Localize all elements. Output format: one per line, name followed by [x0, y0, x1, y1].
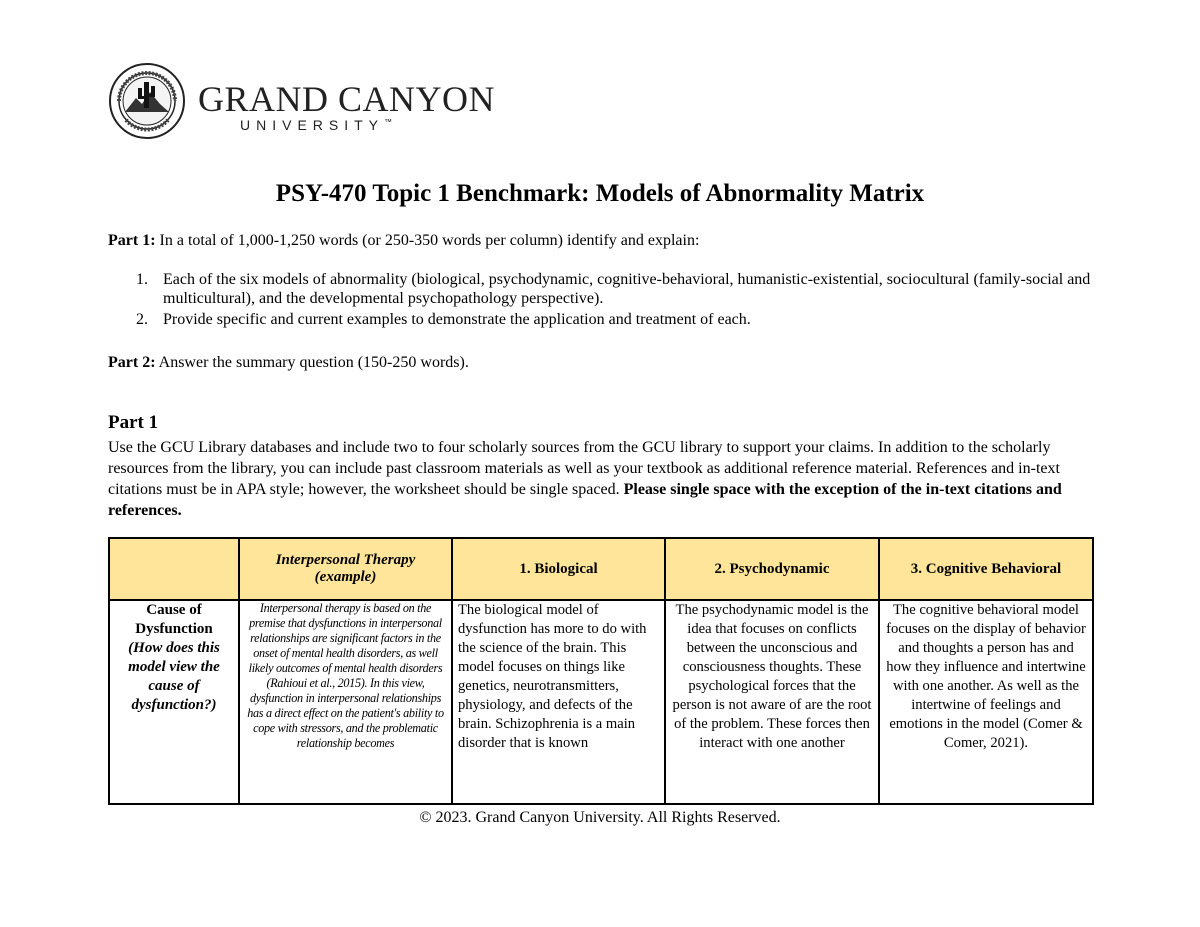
table-row: [109, 600, 1093, 804]
logo-subtitle: UNIVERSITY™: [240, 117, 393, 133]
header-blank: [109, 538, 239, 600]
table-header-row: [109, 538, 1093, 600]
instructions-bold: Please single space with the exception of the in-text citations and references.: [108, 481, 1062, 519]
cell-psychodynamic[interactable]: The psychodynamic model is the idea that focuses on conflicts between the unconscious and consciousness thoughts. These psychological forces that the person is not aware of are the root of the problem. These forces then interact with one another: [665, 600, 879, 804]
header-biological: 1. Biological: [452, 538, 665, 600]
cell-cognitive-behavioral[interactable]: The cognitive behavioral model focuses on the display of behavior and thoughts a person has and how they influence and intertwine with one another. As well as the intertwine of feelings and emotions in the model (Comer & Comer, 2021).: [879, 600, 1093, 804]
part2-intro: [108, 353, 1093, 372]
list-item: 2. Provide specific and current examples to demonstrate the application and treatment of each.: [136, 311, 751, 328]
part1-text: In a total of 1,000-1,250 words (or 250-350 words per column) identify and explain:: [155, 232, 700, 249]
copyright-footer: © 2023. Grand Canyon University. All Rights Reserved.: [419, 809, 781, 826]
cell-biological[interactable]: The biological model of dysfunction has more to do with the science of the brain. This model focuses on things like genetics, neurotransmitters, physiology, and defects of the brain. Schizophrenia is a main disorder that is known: [452, 600, 665, 804]
cell-example[interactable]: Interpersonal therapy is based on the premise that dysfunctions in interpersonal relationships are significant factors in the onset of mental health disorders, as well likely outcomes of mental health disorders (Rahioui et al., 2015). In this view, dysfunction in interpersonal relationships has a direct effect on the patient's ability to cope with stressors, and the problematic relationship becomes: [239, 600, 452, 804]
gcu-logo: [108, 62, 496, 142]
university-seal-icon: [108, 62, 186, 140]
part1-label: Part 1:: [108, 232, 156, 249]
row-question: (How does this model view the cause of dysfunction?): [128, 640, 220, 713]
header-psychodynamic: 2. Psychodynamic: [665, 538, 879, 600]
part1-intro: [108, 231, 1093, 250]
logo-name: GRAND CANYON: [198, 79, 496, 119]
list-item: 1. Each of the six models of abnormality (biological, psychodynamic, cognitive-behavioral, humanistic-existential, sociocultural (family-social and multicultural), and the developmental psychopathology perspective).: [136, 271, 1091, 307]
instructions: Use the GCU Library databases and include two to four scholarly sources from the GCU library to support your claims. In addition to the scholarly resources from the library, you can include past classroom materials as well as your textbook as additional reference material. References and in-text citations must be in APA style; however, the worksheet should be single spaced. Please single space with the exception of the in-text citations and references.: [108, 439, 1062, 519]
header-example: Interpersonal Therapy (example): [239, 538, 452, 600]
row-label-cell: [109, 600, 239, 804]
page-title: PSY-470 Topic 1 Benchmark: Models of Abnormality Matrix: [275, 180, 925, 207]
header-cognitive-behavioral: 3. Cognitive Behavioral: [879, 538, 1093, 600]
section-heading: Part 1: [108, 412, 159, 433]
part2-label: Part 2:: [108, 354, 156, 371]
part2-text: Answer the summary question (150-250 words).: [155, 354, 469, 371]
models-matrix-table: [108, 537, 1094, 805]
requirements-list: [108, 270, 1093, 331]
row-label: Cause of Dysfunction: [135, 602, 213, 637]
